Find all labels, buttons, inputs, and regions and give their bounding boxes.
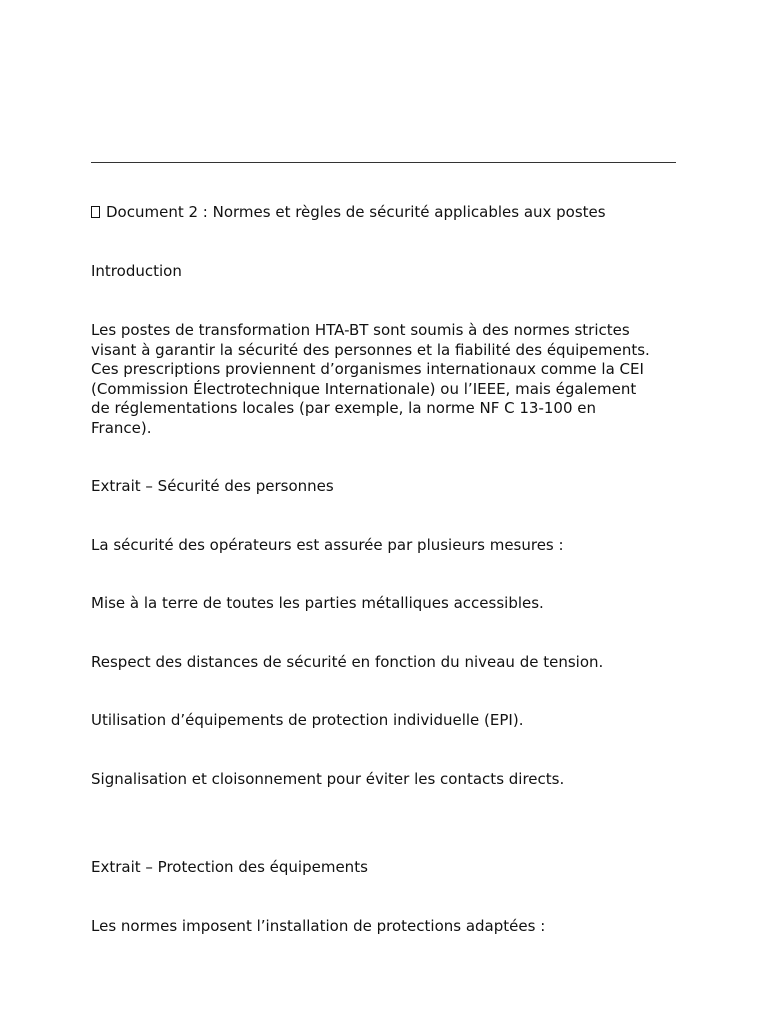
section1-lead: La sécurité des opérateurs est assurée par plusieurs mesures : [91,536,564,554]
intro-paragraph [91,321,681,439]
document-icon [91,206,100,218]
intro-line: Les postes de transformation HTA-BT sont soumis à des normes strictes [91,321,630,339]
section1-item: Utilisation d’équipements de protection individuelle (EPI). [91,711,524,729]
intro-line: Ces prescriptions proviennent d’organismes internationaux comme la CEI [91,360,644,379]
section1-item: Respect des distances de sécurité en fonction du niveau de tension. [91,653,604,671]
horizontal-divider [91,162,676,163]
document-title [91,203,681,223]
intro-line: de réglementations locales (par exemple, la norme NF C 13-100 en [91,399,596,418]
section2-lead: Les normes imposent l’installation de protections adaptées : [91,917,546,935]
intro-heading: Introduction [91,262,182,280]
section1-item: Signalisation et cloisonnement pour éviter les contacts directs. [91,770,565,788]
section1-heading: Extrait – Sécurité des personnes [91,477,334,495]
document-title-text: Document 2 : Normes et règles de sécurité applicables aux postes [106,203,606,221]
section2-heading: Extrait – Protection des équipements [91,858,368,876]
intro-line: France). [91,418,152,437]
section1-item: Mise à la terre de toutes les parties métalliques accessibles. [91,594,544,612]
intro-line: visant à garantir la sécurité des personnes et la fiabilité des équipements. [91,340,650,359]
intro-line: (Commission Électrotechnique Internationale) ou l’IEEE, mais également [91,379,637,398]
